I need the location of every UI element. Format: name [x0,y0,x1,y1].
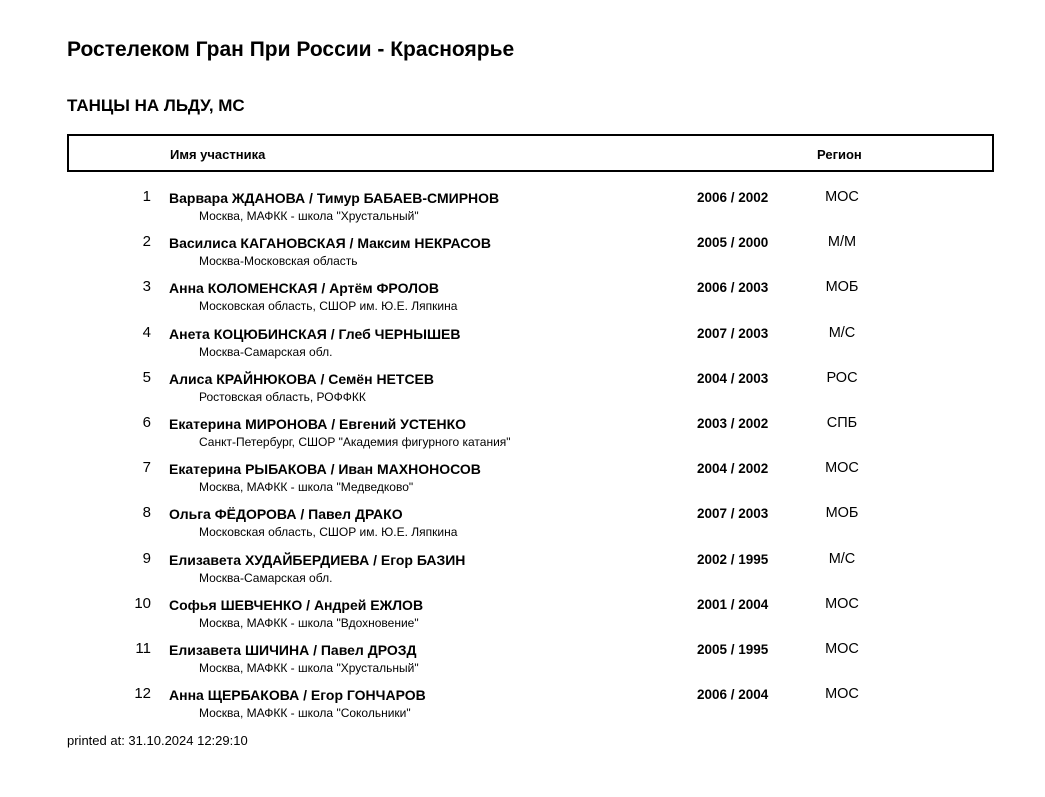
entry-row [0,186,1045,231]
entry-row [0,367,1045,412]
entry-club: Москва-Самарская обл. [199,570,333,585]
entry-row [0,593,1045,638]
entry-names: Анета КОЦЮБИНСКАЯ / Глеб ЧЕРНЫШЕВ [169,325,461,342]
entry-row [0,322,1045,367]
entry-club: Санкт-Петербург, СШОР "Академия фигурного катания" [199,434,511,449]
entry-names: Софья ШЕВЧЕНКО / Андрей ЕЖЛОВ [169,596,424,613]
entry-names: Елизавета ШИЧИНА / Павел ДРОЗД [169,641,417,658]
entry-number: 11 [135,639,151,657]
entry-years: 2007 / 2003 [697,506,769,522]
entry-row [0,412,1045,457]
entry-number: 2 [142,233,151,251]
entry-club: Москва, МАФКК - школа "Медведково" [199,480,414,495]
entry-years: 2006 / 2004 [697,687,769,703]
entry-club: Москва-Самарская обл. [199,344,333,359]
entry-region: МОС [825,189,859,205]
entry-club: Москва, МАФКК - школа "Хрустальный" [199,209,419,223]
entry-region: М/М [827,234,857,251]
header-name-label: Имя участника [170,147,266,162]
entry-names: Анна ЩЕРБАКОВА / Егор ГОНЧАРОВ [169,687,426,704]
entry-years: 2003 / 2002 [697,415,769,431]
event-subtitle: ТАНЦЫ НА ЛЬДУ, МС [67,96,245,115]
entry-number: 5 [142,368,151,386]
entry-row [0,231,1045,276]
entry-region: РОС [826,369,858,386]
entry-names: Екатерина МИРОНОВА / Евгений УСТЕНКО [169,415,467,432]
entry-years: 2001 / 2004 [697,596,769,612]
entry-names: Алиса КРАЙНЮКОВА / Семён НЕТСЕВ [169,370,435,387]
entry-names: Екатерина РЫБАКОВА / Иван МАХНОНОСОВ [169,461,481,478]
entry-region: СПБ [826,414,858,431]
entry-number: 8 [142,504,151,522]
entry-years: 2005 / 1995 [697,641,769,657]
entry-row [0,276,1045,321]
entry-number: 6 [142,413,151,431]
entry-names: Ольга ФЁДОРОВА / Павел ДРАКО [169,506,403,523]
entry-club: Москва, МАФКК - школа "Сокольники" [199,706,411,721]
entry-region: МОБ [825,505,859,522]
entry-club: Московская область, СШОР им. Ю.Е. Ляпкина [199,299,458,314]
entry-names: Василиса КАГАНОВСКАЯ / Максим НЕКРАСОВ [169,235,492,252]
entry-names: Варвара ЖДАНОВА / Тимур БАБАЕВ-СМИРНОВ [169,190,500,206]
entry-years: 2007 / 2003 [697,325,769,341]
entry-club: Ростовская область, РОФФКК [199,389,366,404]
entry-club: Москва, МАФКК - школа "Хрустальный" [199,660,419,675]
entry-region: МОС [825,640,859,657]
entry-club: Московская область, СШОР им. Ю.Е. Ляпкина [199,525,458,540]
printed-timestamp: printed at: 31.10.2024 12:29:10 [67,733,248,748]
entry-number: 3 [142,278,151,296]
entry-row [0,502,1045,547]
entry-names: Анна КОЛОМЕНСКАЯ / Артём ФРОЛОВ [169,280,439,297]
entry-years: 2002 / 1995 [697,551,769,567]
entry-row [0,638,1045,683]
entry-number: 9 [142,549,151,567]
entry-region: М/С [828,324,856,341]
entry-number: 7 [142,459,151,477]
entry-number: 10 [134,594,151,612]
entry-region: МОС [825,460,859,477]
entry-number: 4 [142,323,151,341]
entry-region: МОС [825,686,859,703]
entry-years: 2004 / 2003 [697,370,769,386]
entry-club: Москва, МАФКК - школа "Вдохновение" [199,615,419,630]
entry-row [0,683,1045,728]
table-header [67,134,994,172]
entry-region: МОС [825,595,859,612]
entry-names: Елизавета ХУДАЙБЕРДИЕВА / Егор БАЗИН [169,551,466,568]
entry-row [0,457,1045,502]
entry-row [0,548,1045,593]
entries-list [0,186,1045,728]
entry-region: МОБ [825,279,859,296]
entry-years: 2005 / 2000 [697,235,769,251]
entry-number: 1 [142,188,151,205]
entry-club: Москва-Московская область [199,254,358,269]
entry-years: 2004 / 2002 [697,461,769,477]
entry-number: 12 [134,685,151,703]
entry-years: 2006 / 2003 [697,280,769,296]
entry-years: 2006 / 2002 [697,190,769,205]
header-region-label: Регион [817,147,862,162]
entry-region: М/С [828,550,856,567]
document-title: Ростелеком Гран При России - Красноярье [67,38,515,61]
